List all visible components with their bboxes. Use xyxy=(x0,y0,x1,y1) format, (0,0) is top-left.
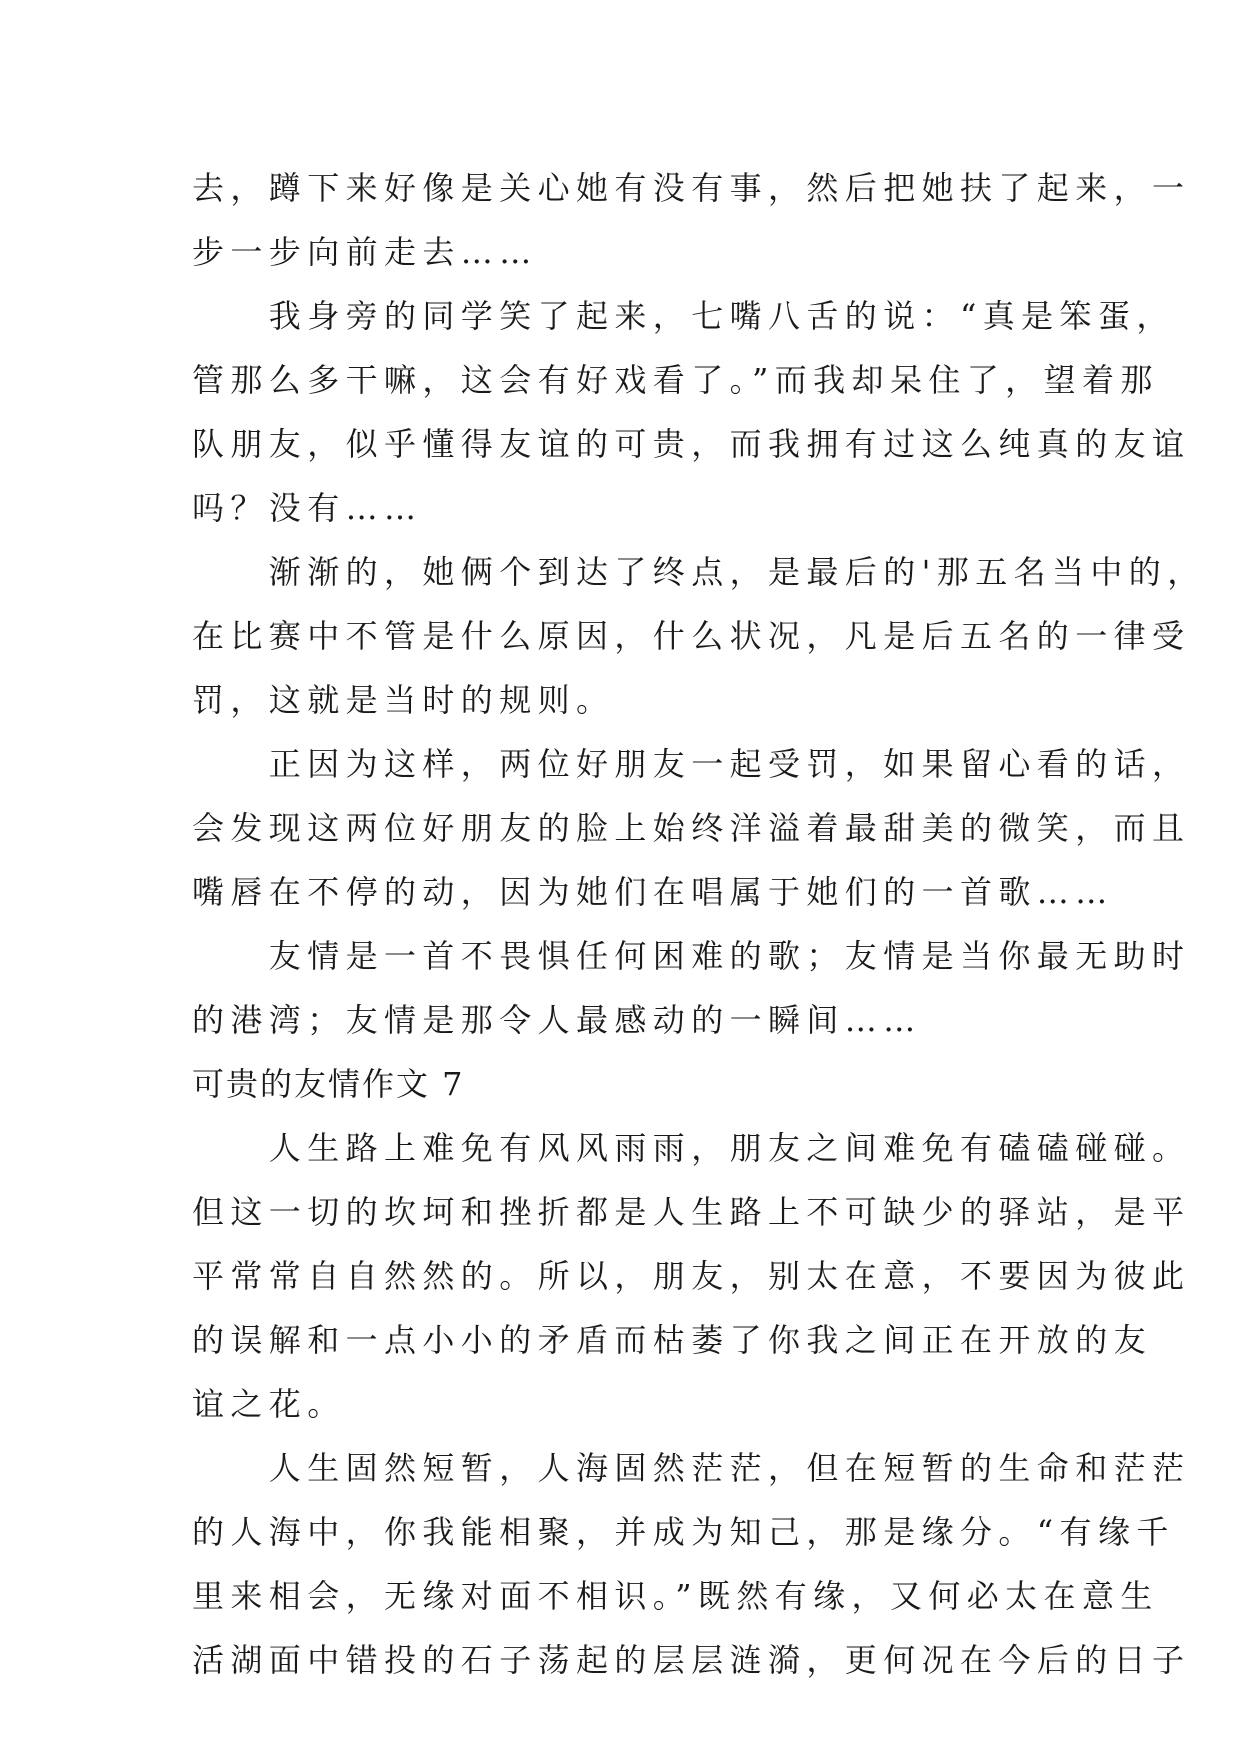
text-line: 活湖面中错投的石子荡起的层层涟漪，更何况在今后的日子 xyxy=(192,1641,1191,1679)
text-line: 友情是一首不畏惧任何困难的歌；友情是当你最无助时 xyxy=(192,937,1191,975)
text-line: 人生固然短暂，人海固然茫茫，但在短暂的生命和茫茫 xyxy=(192,1449,1191,1487)
text-line: 渐渐的，她俩个到达了终点，是最后的'那五名当中的， xyxy=(192,553,1206,591)
text-line: 会发现这两位好朋友的脸上始终洋溢着最甜美的微笑，而且 xyxy=(192,809,1191,847)
text-line: 嘴唇在不停的动，因为她们在唱属于她们的一首歌…… xyxy=(192,873,1114,911)
text-line: 步一步向前走去…… xyxy=(192,233,538,271)
text-line: 里来相会，无缘对面不相识。”既然有缘，又何必太在意生 xyxy=(192,1577,1159,1615)
text-line: 队朋友，似乎懂得友谊的可贵，而我拥有过这么纯真的友谊 xyxy=(192,425,1191,463)
text-line: 正因为这样，两位好朋友一起受罚，如果留心看的话， xyxy=(192,745,1191,783)
text-line: 谊之花。 xyxy=(192,1385,346,1423)
document-page xyxy=(192,156,1206,1692)
text-line: 人生路上难免有风风雨雨，朋友之间难免有磕磕碰碰。 xyxy=(192,1129,1191,1167)
text-line: 我身旁的同学笑了起来，七嘴八舌的说：“真是笨蛋， xyxy=(192,297,1175,335)
text-line: 罚，这就是当时的规则。 xyxy=(192,681,615,719)
text-line: 吗？没有…… xyxy=(192,489,423,527)
text-line: 的人海中，你我能相聚，并成为知己，那是缘分。“有缘千 xyxy=(192,1513,1175,1551)
text-line: 但这一切的坎坷和挫折都是人生路上不可缺少的驿站，是平 xyxy=(192,1193,1191,1231)
text-line: 平常常自自然然的。所以，朋友，别太在意，不要因为彼此 xyxy=(192,1257,1191,1295)
text-line: 在比赛中不管是什么原因，什么状况，凡是后五名的一律受 xyxy=(192,617,1191,655)
text-line: 的港湾；友情是那令人最感动的一瞬间…… xyxy=(192,1001,922,1039)
text-line: 去，蹲下来好像是关心她有没有事，然后把她扶了起来，一 xyxy=(192,169,1191,207)
text-line: 的误解和一点小小的矛盾而枯萎了你我之间正在开放的友 xyxy=(192,1321,1153,1359)
section-heading: 可贵的友情作文 7 xyxy=(192,1065,465,1103)
text-line: 管那么多干嘛，这会有好戏看了。”而我却呆住了，望着那 xyxy=(192,361,1159,399)
